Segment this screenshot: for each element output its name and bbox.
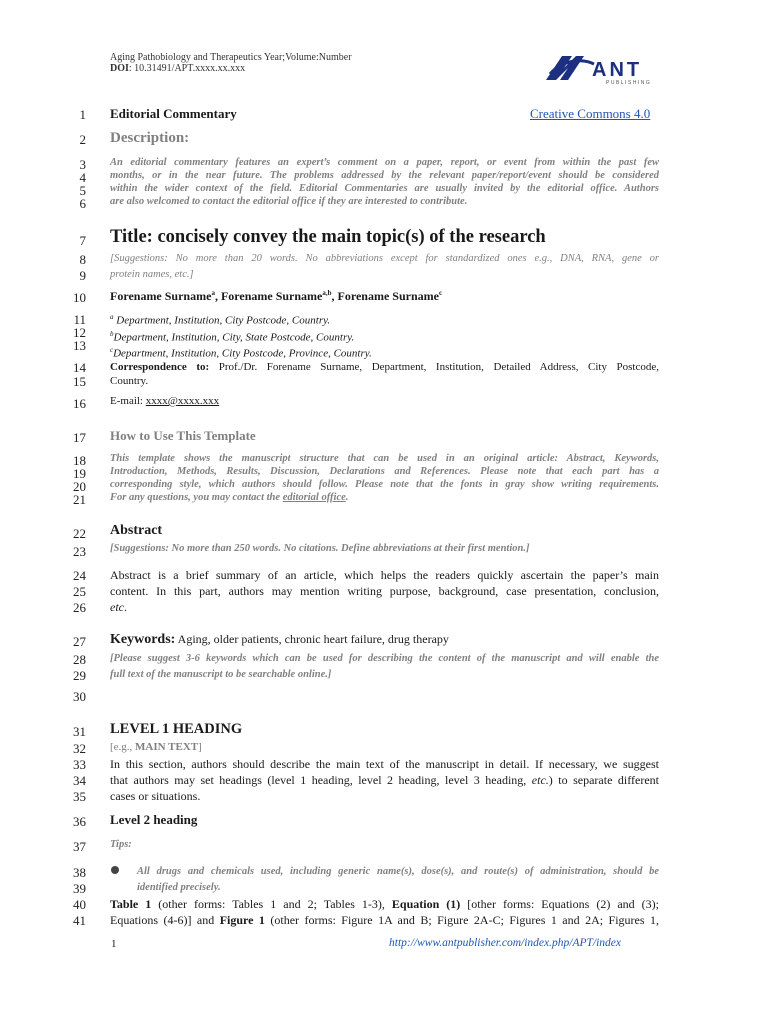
creative-commons-link[interactable]: Creative Commons 4.0 <box>530 106 651 121</box>
author-affiliation-sup: a,b <box>322 289 332 297</box>
journal-citation: Aging Pathobiology and Therapeutics Year;Volume:Number <box>110 52 352 63</box>
line-number: 30 <box>73 689 86 704</box>
line-number: 22 <box>73 526 86 541</box>
correspondence-country: Country. <box>110 375 149 387</box>
references-text-part: [other forms: Equations (2) and (3); <box>460 897 659 911</box>
affiliation-line <box>110 311 372 328</box>
affiliation-sup: b <box>110 329 114 338</box>
level1-line-end: ) to separate different <box>548 773 659 787</box>
line-number: 24 <box>73 568 86 583</box>
references-text-part: Equations (4-6)] and <box>110 913 220 927</box>
title-suggestion <box>110 251 659 283</box>
keywords-value: Aging, older patients, chronic heart failure, drug therapy <box>175 632 449 646</box>
email-link[interactable]: xxxx@xxxx.xxx <box>145 395 220 407</box>
affiliation-sup: a <box>110 313 114 321</box>
line-number: 21 <box>73 492 86 507</box>
line-number: 36 <box>73 814 86 829</box>
doi-label: DOI <box>110 63 129 74</box>
correspondence-address: Prof./Dr. Forename Surname, Department, Institution, Detailed Address, City Postcode, <box>209 361 659 373</box>
line-number: 31 <box>73 724 86 739</box>
author-name: , Forename Surname <box>331 289 439 303</box>
article-type: Editorial Commentary <box>110 106 237 121</box>
keywords-line <box>110 632 449 648</box>
abstract-suggestion: [Suggestions: No more than 250 words. No citations. Define abbreviations at their first mention.] <box>110 543 530 554</box>
ant-logo-icon <box>542 50 660 86</box>
line-number: 14 <box>73 360 86 375</box>
description-line: are also welcomed to contact the editorial office if they are interested to contribute. <box>110 196 468 207</box>
correspondence-line <box>110 360 659 374</box>
line-number: 39 <box>73 881 86 896</box>
level2-heading: Level 2 heading <box>110 812 198 827</box>
references-text <box>110 896 659 928</box>
level1-line <box>110 772 659 788</box>
affiliations <box>110 311 372 361</box>
how-to-end: . <box>345 492 349 503</box>
level1-heading: LEVEL 1 HEADING <box>110 721 243 737</box>
level1-etc: etc. <box>531 773 549 787</box>
bullet-icon <box>111 866 119 874</box>
ant-publishing-logo <box>542 50 660 86</box>
affiliation-text: Department, Institution, City Postcode, Country. <box>113 314 331 327</box>
line-number: 25 <box>73 584 86 599</box>
line-number: 37 <box>73 839 86 854</box>
line-number: 27 <box>73 634 86 649</box>
line-number: 10 <box>73 290 86 305</box>
doi-value: : 10.31491/APT.xxxx.xx.xxx <box>128 63 246 74</box>
description-text <box>110 156 659 208</box>
author-affiliation-sup: c <box>438 289 443 297</box>
line-number: 1 <box>79 107 86 122</box>
author-name: Forename Surname <box>110 289 212 303</box>
tips-label: Tips: <box>110 839 132 850</box>
references-line <box>110 896 659 912</box>
affiliation-sup: c <box>110 346 114 355</box>
article-title: Title: concisely convey the main topic(s) of the research <box>110 227 546 247</box>
table-ref: Table 1 <box>110 897 152 911</box>
line-number: 18 <box>73 453 86 468</box>
line-number: 8 <box>79 252 86 267</box>
tips-bullet <box>137 864 659 896</box>
line-number: 20 <box>73 479 86 494</box>
how-to-line: corresponding style, which authors should follow. Please note that the fonts in gray show writing requirements. <box>110 479 659 490</box>
level1-line: cases or situations. <box>110 789 201 803</box>
svg-text:PUBLISHING: PUBLISHING <box>606 80 652 86</box>
level1-line-text: that authors may set headings (level 1 heading, level 2 heading, level 3 heading, <box>110 773 532 787</box>
level1-line: In this section, authors should describe the main text of the manuscript in detail. If necessary, we suggest <box>110 757 659 771</box>
line-number: 40 <box>73 897 86 912</box>
line-number: 38 <box>73 865 86 880</box>
figure-ref: Figure 1 <box>219 913 265 927</box>
line-number: 34 <box>73 773 86 788</box>
how-to-heading: How to Use This Template <box>110 428 256 443</box>
email-line <box>110 395 219 407</box>
svg-text:ANT: ANT <box>592 59 643 81</box>
correspondence <box>110 360 659 388</box>
abstract-etc: etc <box>110 600 124 614</box>
keywords-note <box>110 651 659 683</box>
line-number: 26 <box>73 600 86 615</box>
line-number: 2 <box>79 132 86 147</box>
editorial-office-link[interactable]: editorial office <box>282 492 346 503</box>
line-number: 3 <box>79 157 86 172</box>
line-number: 28 <box>73 652 86 667</box>
references-text-part: (other forms: Figure 1A and B; Figure 2A-C; Figures 1 and 2A; Figures 1, <box>264 913 659 927</box>
keywords-note-line: full text of the manuscript to be searchable online.] <box>110 669 332 680</box>
line-number: 17 <box>73 430 86 445</box>
line-number: 23 <box>73 544 86 559</box>
level1-example-close: ] <box>198 741 202 753</box>
line-number: 15 <box>73 374 86 389</box>
line-number: 32 <box>73 741 86 756</box>
line-number: 7 <box>79 233 86 248</box>
abstract-heading: Abstract <box>110 523 163 538</box>
author-name: , Forename Surname <box>214 289 323 303</box>
line-number: 5 <box>79 183 86 198</box>
description-line: An editorial commentary features an expert’s comment on a paper, report, or event from within the past few <box>110 157 659 168</box>
how-to-line-text: For any questions, you may contact the <box>110 492 283 503</box>
line-number: 35 <box>73 789 86 804</box>
affiliation-text: Department, Institution, City Postcode, Province, Country. <box>113 347 372 360</box>
line-number: 12 <box>73 325 86 340</box>
references-text-part: (other forms: Tables 1 and 2; Tables 1-3), <box>151 897 392 911</box>
keywords-label: Keywords: <box>110 632 176 647</box>
title-suggestion-line: protein names, etc.] <box>110 269 194 280</box>
description-heading: Description: <box>110 130 190 146</box>
abstract-line <box>110 599 659 615</box>
description-line: months, or in the near future. The problems addressed by the relevant paper/report/event should be considered <box>110 170 659 181</box>
abstract-line: Abstract is a brief summary of an article, which helps the readers quickly ascertain the paper’s main <box>110 568 659 582</box>
how-to-line: Introduction, Methods, Results, Discussion, Declarations and References. Please note that each part has a <box>110 466 659 477</box>
line-number: 11 <box>73 312 86 327</box>
publisher-url-link[interactable]: http://www.antpublisher.com/index.php/APT/index <box>389 937 622 949</box>
line-number: 6 <box>79 196 86 211</box>
level1-example-open: [e.g., <box>110 741 136 753</box>
correspondence-label: Correspondence to: <box>110 361 210 373</box>
line-number: 16 <box>73 396 86 411</box>
line-number: 29 <box>73 668 86 683</box>
line-number: 41 <box>73 913 86 928</box>
keywords-note-line: [Please suggest 3-6 keywords which can be used for describing the content of the manuscript and will enable the <box>110 653 659 664</box>
description-line: within the wider context of the field. Editorial Commentaries are usually invited by the editorial office. Authors <box>110 183 659 194</box>
page-number: 1 <box>111 938 117 950</box>
author-affiliation-sup: a <box>211 289 215 297</box>
level1-text <box>110 756 659 804</box>
affiliation-line <box>110 328 372 345</box>
tips-bullet-line: All drugs and chemicals used, including generic name(s), dose(s), and route(s) of administration, should be <box>137 866 659 877</box>
line-number: 9 <box>79 268 86 283</box>
line-number: 4 <box>79 170 86 185</box>
references-line <box>110 912 659 928</box>
doi-line <box>110 63 245 75</box>
line-number: 13 <box>73 338 86 353</box>
abstract-end: . <box>124 600 127 614</box>
abstract-text <box>110 567 659 615</box>
tips-bullet-line: identified precisely. <box>137 882 221 893</box>
affiliation-text: Department, Institution, City, State Postcode, Country. <box>113 331 355 344</box>
how-to-line <box>110 491 659 504</box>
how-to-text <box>110 452 659 504</box>
line-number: 19 <box>73 466 86 481</box>
how-to-line: This template shows the manuscript structure that can be used in an original article: Abstract, Keywords, <box>110 453 659 464</box>
equation-ref: Equation (1) <box>391 897 461 911</box>
level1-example-bold: MAIN TEXT <box>135 741 199 753</box>
abstract-line: content. In this part, authors may mention writing purpose, background, case presentation, conclusion, <box>110 584 659 598</box>
affiliation-line <box>110 344 372 361</box>
line-number: 33 <box>73 757 86 772</box>
author-list <box>110 289 442 304</box>
email-label: E-mail: <box>110 395 146 407</box>
title-suggestion-line: [Suggestions: No more than 20 words. No abbreviations except for standardized ones e.g., DNA, RNA, gene or <box>110 253 659 264</box>
level1-example <box>110 741 202 753</box>
